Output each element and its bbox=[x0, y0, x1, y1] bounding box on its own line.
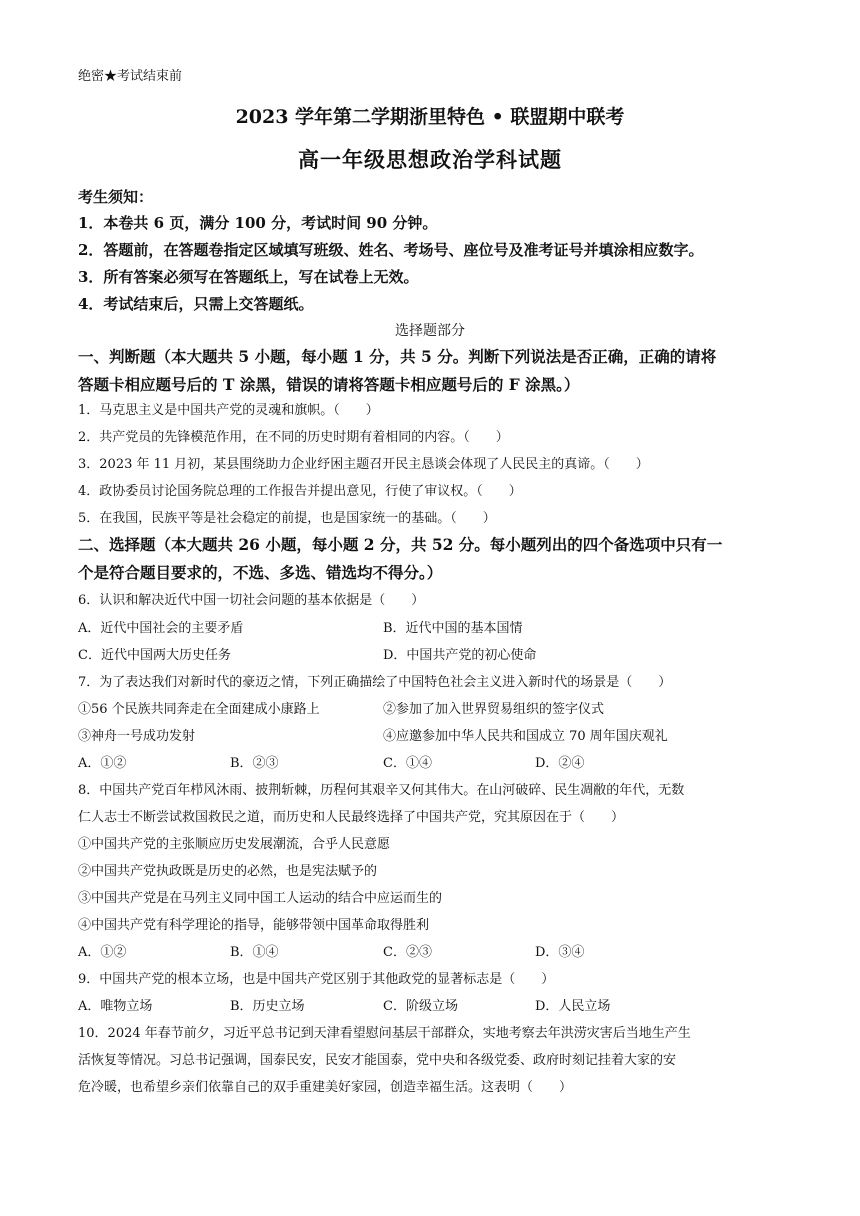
statement-1: ①56 个民族共同奔走在全面建成小康路上 bbox=[78, 702, 320, 717]
statement-2: ②参加了加入世界贸易组织的签字仪式 bbox=[383, 702, 605, 717]
option-d: D．②④ bbox=[535, 756, 585, 771]
question-9-stem: 9．中国共产党的根本立场，也是中国共产党区别于其他政党的显著标志是（ ） bbox=[78, 972, 555, 987]
confidential-label: 绝密★考试结束前 bbox=[78, 69, 183, 84]
section2-heading: 二、选择题（本大题共 26 小题，每小题 2 分，共 52 分。每小题列出的四个备选项中只有一 bbox=[78, 535, 723, 554]
question-7-stem: 7．为了表达我们对新时代的豪迈之情，下列正确描绘了中国特色社会主义进入新时代的场景是（ ） bbox=[78, 675, 672, 690]
option-c: C．②③ bbox=[383, 945, 432, 960]
question-8-stem: 仁人志士不断尝试救国救民之道，而历史和人民最终选择了中国共产党，究其原因在于（ ） bbox=[78, 810, 625, 825]
question-1: 1．马克思主义是中国共产党的灵魂和旗帜。（ ） bbox=[78, 403, 379, 418]
statement-3: ③中国共产党是在马列主义同中国工人运动的结合中应运而生的 bbox=[78, 891, 443, 906]
exam-title: 2023 学年第二学期浙里特色 • 联盟期中联考 bbox=[235, 106, 625, 128]
option-b: B．近代中国的基本国情 bbox=[383, 621, 523, 636]
statement-4: ④应邀参加中华人民共和国成立 70 周年国庆观礼 bbox=[383, 729, 668, 744]
statement-2: ②中国共产党执政既是历史的必然，也是宪法赋予的 bbox=[78, 864, 378, 879]
notice-heading: 考生须知： bbox=[78, 188, 154, 206]
question-6-stem: 6．认识和解决近代中国一切社会问题的基本依据是（ ） bbox=[78, 593, 425, 608]
section1-heading: 一、判断题（本大题共 5 小题，每小题 1 分，共 5 分。判断下列说法是否正确，正确的请将 bbox=[78, 347, 717, 366]
option-c: C．阶级立场 bbox=[383, 999, 458, 1014]
question-2: 2．共产党员的先锋模范作用，在不同的历史时期有着相同的内容。（ ） bbox=[78, 430, 509, 445]
question-8-stem: 8．中国共产党百年栉风沐雨、披荆斩棘，历程何其艰辛又何其伟大。在山河破碎、民生凋敝的年代，无数 bbox=[78, 783, 685, 798]
option-b: B．②③ bbox=[230, 756, 279, 771]
option-b: B．历史立场 bbox=[230, 999, 305, 1014]
exam-subtitle: 高一年级思想政治学科试题 bbox=[298, 147, 562, 172]
statement-4: ④中国共产党有科学理论的指导，能够带领中国革命取得胜利 bbox=[78, 918, 430, 933]
statement-1: ①中国共产党的主张顺应历史发展潮流，合乎人民意愿 bbox=[78, 837, 391, 852]
option-c: C．①④ bbox=[383, 756, 432, 771]
option-a: A．近代中国社会的主要矛盾 bbox=[78, 621, 244, 636]
notice-item: 2．答题前，在答题卷指定区域填写班级、姓名、考场号、座位号及准考证号并填涂相应数字。 bbox=[78, 241, 704, 259]
option-b: B．①④ bbox=[230, 945, 279, 960]
statement-3: ③神舟一号成功发射 bbox=[78, 729, 196, 744]
question-10-stem: 活恢复等情况。习总书记强调，国泰民安，民安才能国泰，党中央和各级党委、政府时刻记挂着大家的安 bbox=[78, 1053, 677, 1068]
notice-item: 1．本卷共 6 页，满分 100 分，考试时间 90 分钟。 bbox=[78, 214, 438, 232]
question-10-stem: 危冷暖，也希望乡亲们依靠自己的双手重建美好家园，创造幸福生活。这表明（ ） bbox=[78, 1080, 573, 1095]
question-3: 3．2023 年 11 月初，某县围绕助力企业纾困主题召开民主恳谈会体现了人民民主的真谛。（ ） bbox=[78, 457, 649, 472]
part-title: 选择题部分 bbox=[395, 323, 465, 339]
notice-item: 3．所有答案必须写在答题纸上，写在试卷上无效。 bbox=[78, 268, 419, 286]
option-a: A．①② bbox=[78, 756, 127, 771]
section1-heading: 答题卡相应题号后的 T 涂黑，错误的请将答题卡相应题号后的 F 涂黑。） bbox=[78, 375, 580, 394]
notice-item: 4．考试结束后，只需上交答题纸。 bbox=[78, 295, 314, 313]
option-d: D．人民立场 bbox=[535, 999, 611, 1014]
question-4: 4．政协委员讨论国务院总理的工作报告并提出意见，行使了审议权。（ ） bbox=[78, 484, 522, 499]
option-c: C．近代中国两大历史任务 bbox=[78, 648, 231, 663]
question-10-stem: 10．2024 年春节前夕，习近平总书记到天津看望慰问基层干部群众，实地考察去年洪涝灾害后当地生产生 bbox=[78, 1026, 691, 1041]
question-5: 5．在我国，民族平等是社会稳定的前提，也是国家统一的基础。（ ） bbox=[78, 511, 496, 526]
option-d: D．中国共产党的初心使命 bbox=[383, 648, 537, 663]
option-d: D．③④ bbox=[535, 945, 585, 960]
option-a: A．①② bbox=[78, 945, 127, 960]
section2-heading: 个是符合题目要求的，不选、多选、错选均不得分。） bbox=[78, 563, 443, 582]
option-a: A．唯物立场 bbox=[78, 999, 153, 1014]
